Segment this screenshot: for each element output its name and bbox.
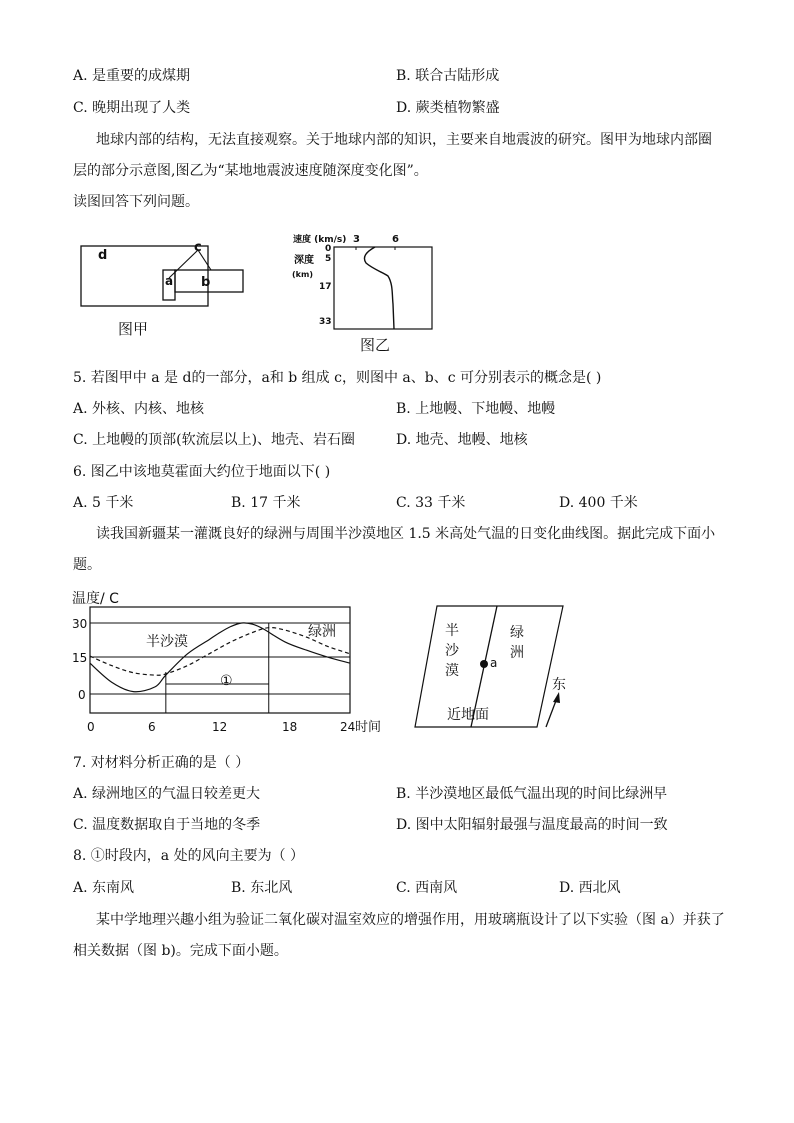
speed-axis-label: 速度 (km/s) [293, 235, 347, 245]
q4-option-b: B. 联合古陆形成 [396, 68, 500, 84]
figure-jia-caption: 图甲 [118, 320, 149, 338]
passage2-line1: 读我国新疆某一灌溉良好的绿洲与周围半沙漠地区 1.5 米高处气温的日变化曲线图。据此完成下面小 [96, 526, 716, 542]
q7-option-c: C. 温度数据取自于当地的冬季 [73, 817, 261, 833]
depth-tick-0: 0 [325, 244, 332, 254]
figure-yi [290, 232, 440, 358]
depth-axis-unit: (km) [292, 270, 313, 279]
x-tick-12: 12 [212, 720, 228, 734]
passage1-line3: 读图回答下列问题。 [73, 194, 199, 210]
passage1-line1: 地球内部的结构，无法直接观察。关于地球内部的知识，主要来自地震波的研究。图甲为地球内部圈 [96, 132, 712, 148]
q5-option-b: B. 上地幔、下地幔、地幔 [396, 401, 556, 417]
q5-option-a: A. 外核、内核、地核 [73, 401, 205, 417]
passage3-line2: 相关数据（图 b)。完成下面小题。 [73, 943, 288, 959]
oasis-char-2: 洲 [510, 645, 524, 661]
x-tick-0: 0 [87, 720, 95, 734]
q8-option-c: C. 西南风 [396, 880, 458, 896]
label-b: b [201, 275, 211, 290]
x-tick-24: 24 [340, 720, 356, 734]
q6-option-a: A. 5 千米 [73, 495, 134, 511]
point-a-label: a [490, 656, 498, 670]
x-tick-18: 18 [282, 720, 298, 734]
speed-tick-3: 3 [353, 234, 360, 245]
q7-option-a: A. 绿洲地区的气温日较差更大 [73, 786, 261, 802]
q6-option-b: B. 17 千米 [231, 495, 301, 511]
q7-option-b: B. 半沙漠地区最低气温出现的时间比绿洲早 [396, 786, 668, 802]
q8-option-b: B. 东北风 [231, 880, 293, 896]
y-tick-0: 0 [78, 688, 86, 702]
speed-tick-6: 6 [392, 234, 399, 245]
q7-stem: 7. 对材料分析正确的是（ ） [73, 755, 250, 771]
plot-frame [334, 247, 432, 329]
figure-jia [70, 236, 260, 356]
point-a [480, 660, 488, 668]
oasis-map [415, 603, 585, 735]
q5-stem: 5. 若图甲中 a 是 d的一部分，a和 b 组成 c，则图中 a、b、c 可分别表示的概念是( ) [73, 370, 602, 386]
map-frame [415, 606, 563, 727]
desert-char-3: 漠 [445, 663, 459, 679]
q7-option-d: D. 图中太阳辐射最强与温度最高的时间一致 [396, 817, 668, 833]
q8-stem: 8. ①时段内，a 处的风向主要为（ ） [73, 848, 305, 864]
depth-tick-5: 5 [325, 254, 332, 264]
q6-option-d: D. 400 千米 [559, 495, 638, 511]
q4-option-c: C. 晚期出现了人类 [73, 100, 191, 116]
direction-label: 东 [552, 677, 566, 693]
label-d: d [98, 248, 108, 263]
arrowhead-icon [553, 692, 560, 703]
oasis-char-1: 绿 [510, 625, 524, 641]
passage3-line1: 某中学地理兴趣小组为验证二氧化碳对温室效应的增强作用，用玻璃瓶设计了以下实验（图 a）并获了 [96, 912, 725, 928]
q4-option-d: D. 蕨类植物繁盛 [396, 100, 500, 116]
period-label: ① [220, 673, 233, 689]
q8-option-a: A. 东南风 [73, 880, 135, 896]
figure-yi-caption: 图乙 [360, 336, 391, 354]
q6-option-c: C. 33 千米 [396, 495, 466, 511]
depth-tick-17: 17 [319, 282, 332, 292]
depth-tick-33: 33 [319, 317, 332, 327]
q4-option-a: A. 是重要的成煤期 [73, 68, 191, 84]
depth-axis-label: 深度 [294, 255, 314, 266]
temperature-chart [60, 584, 400, 744]
y-axis-label: 温度/ C [72, 591, 119, 607]
x-axis-label: 时间 [355, 720, 382, 735]
q8-option-d: D. 西北风 [559, 880, 621, 896]
passage1-line2: 层的部分示意图,图乙为“某地地震波速度随深度变化图”。 [73, 163, 428, 179]
label-c: c [194, 240, 202, 255]
passage2-line2: 题。 [73, 557, 101, 573]
q5-option-d: D. 地壳、地幔、地核 [396, 432, 528, 448]
q6-stem: 6. 图乙中该地莫霍面大约位于地面以下( ) [73, 464, 331, 480]
series-label-oasis: 绿洲 [308, 624, 336, 640]
series-label-desert: 半沙漠 [146, 634, 188, 650]
desert-char-2: 沙 [445, 643, 459, 659]
label-a: a [165, 274, 174, 288]
x-tick-6: 6 [148, 720, 156, 734]
surface-label: 近地面 [447, 707, 489, 723]
y-tick-30: 30 [72, 617, 88, 631]
desert-char-1: 半 [445, 623, 459, 639]
direction-arrow [546, 698, 557, 727]
q5-option-c: C. 上地幔的顶部(软流层以上)、地壳、岩石圈 [73, 432, 356, 448]
velocity-curve [364, 247, 394, 329]
y-tick-15: 15 [72, 651, 88, 665]
